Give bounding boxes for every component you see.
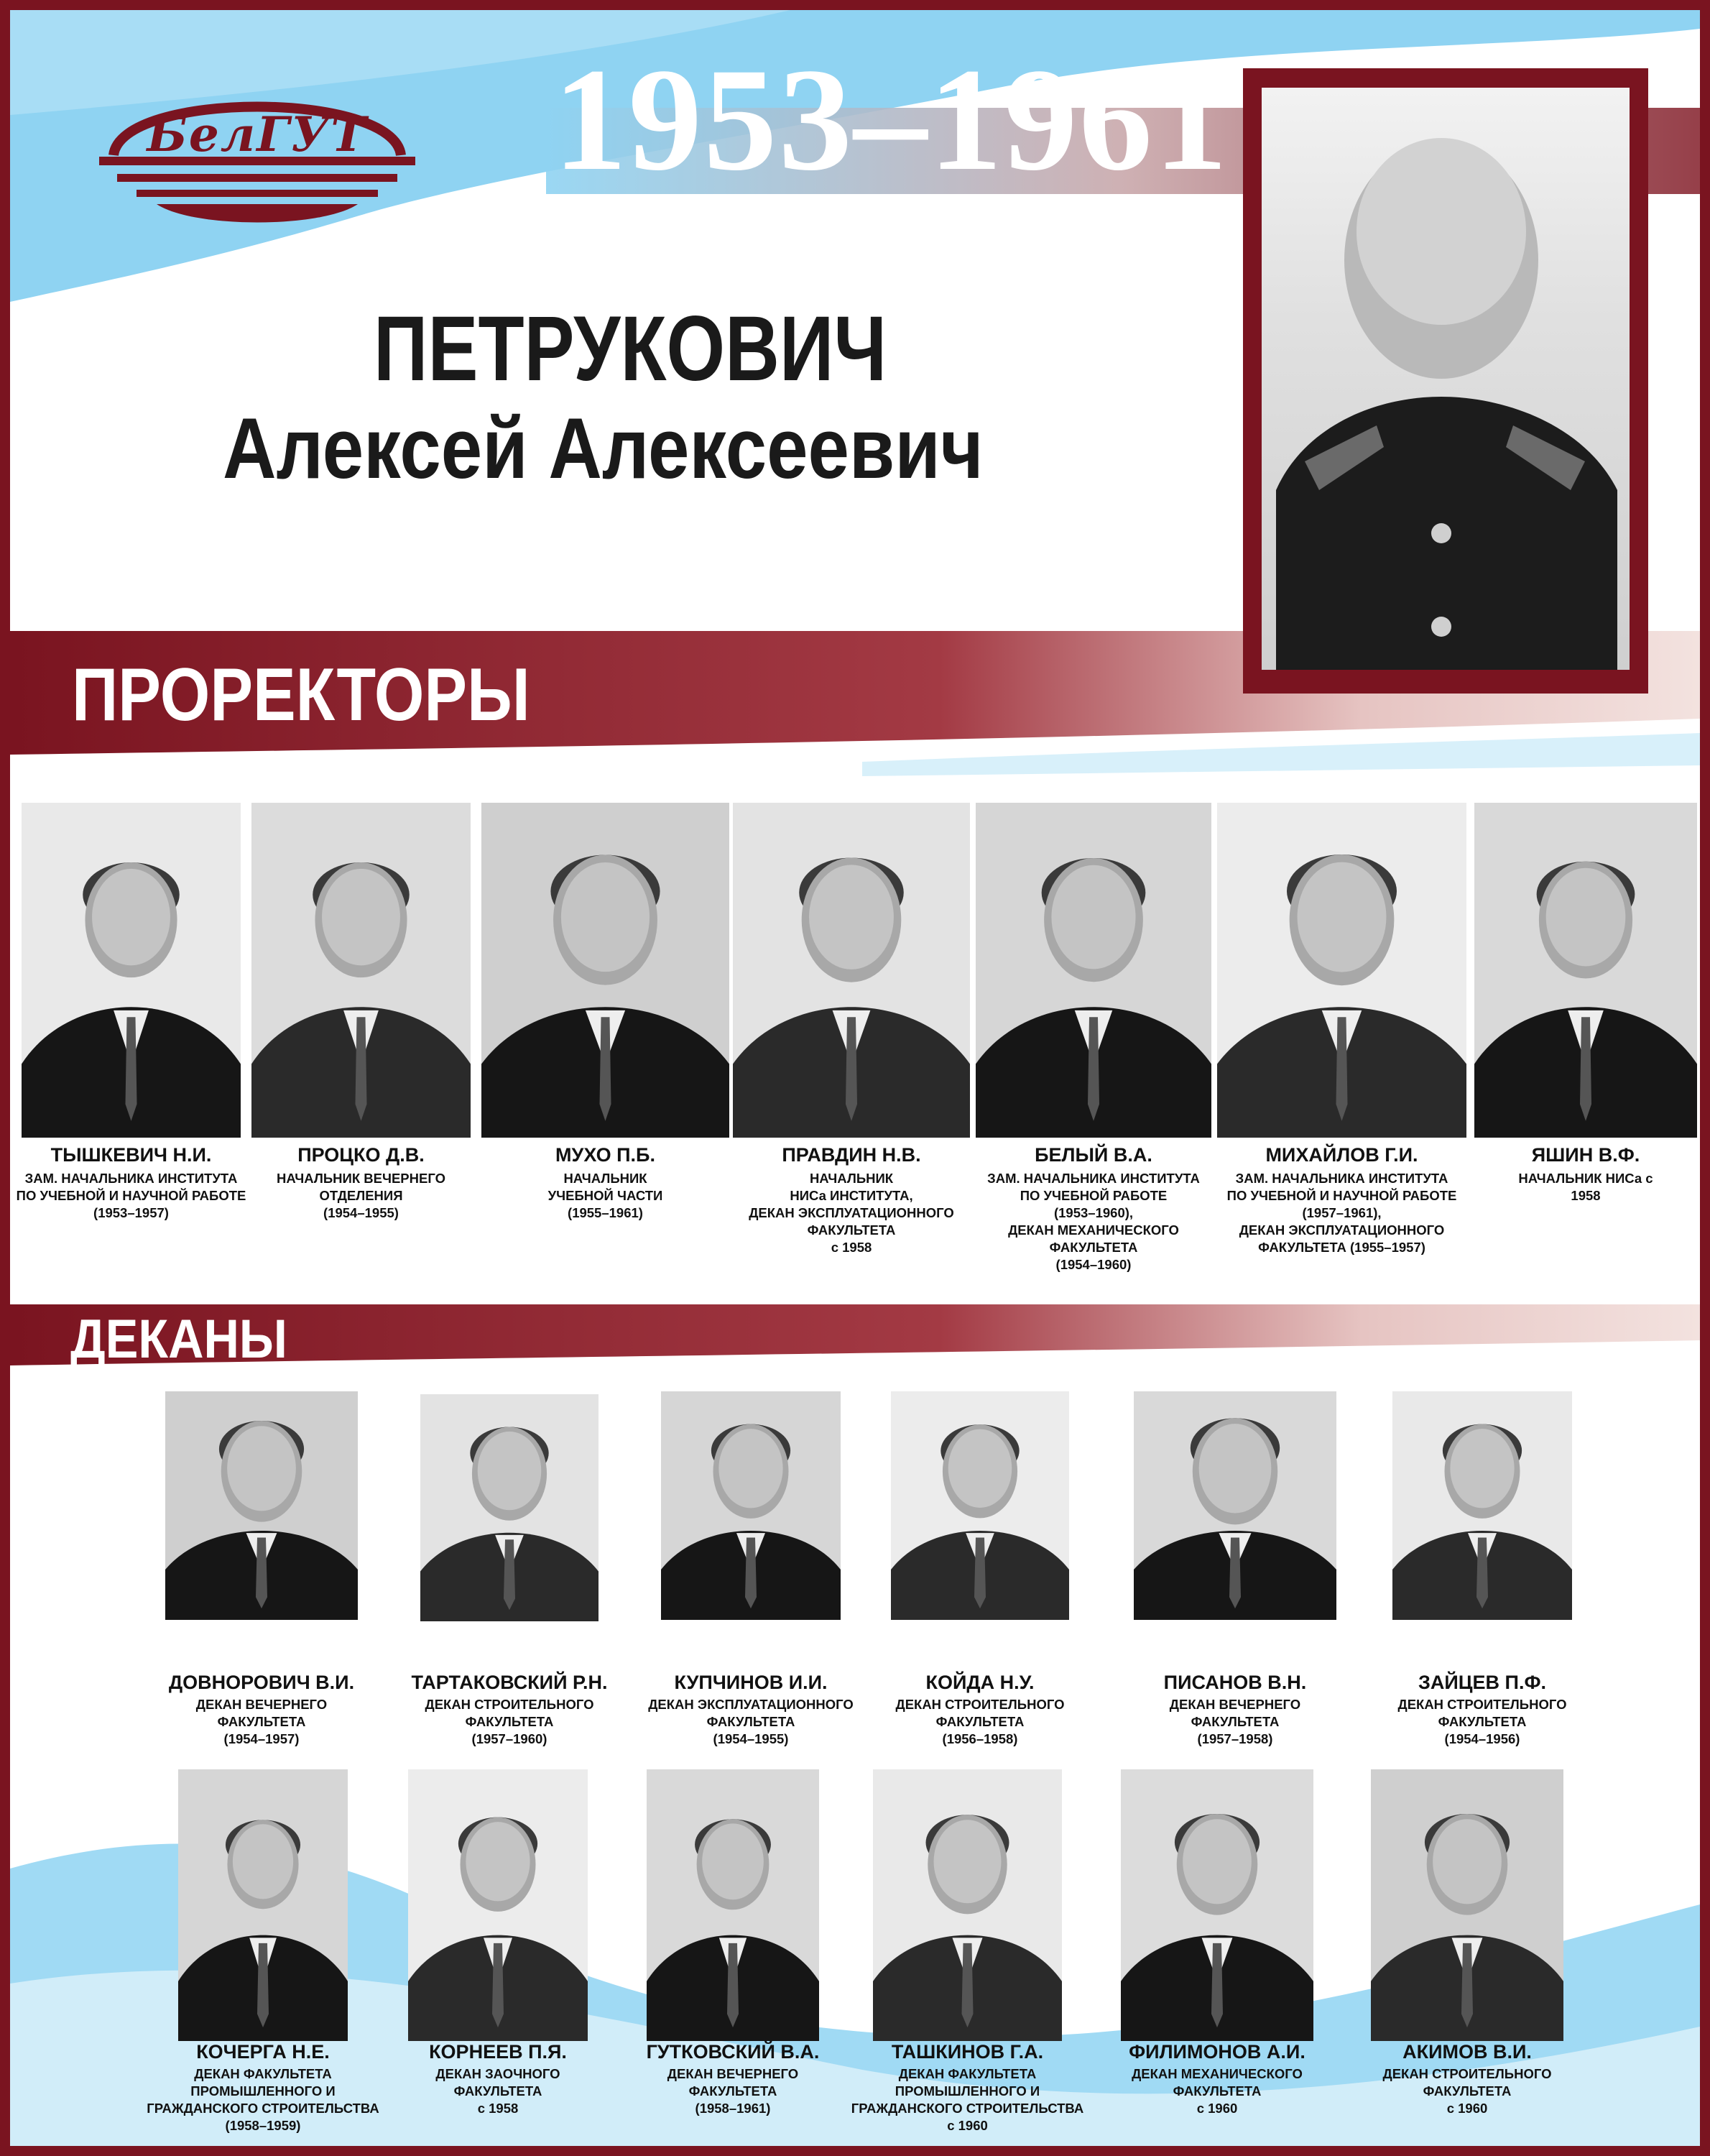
- person-photo: [1217, 803, 1466, 1138]
- person-name: ТЫШКЕВИЧ Н.И.: [50, 1144, 212, 1166]
- person-photo: [22, 803, 241, 1138]
- person-photo: [251, 803, 471, 1138]
- portrait-image: [647, 1769, 819, 2041]
- person-role: ДЕКАН ФАКУЛЬТЕТА ПРОМЫШЛЕННОГО И ГРАЖДАНСКОГО СТРОИТЕЛЬСТВА (1958–1959): [147, 2066, 379, 2133]
- portrait-image: [481, 803, 729, 1138]
- portrait-image: [873, 1769, 1062, 2041]
- portrait-image: [408, 1769, 588, 2041]
- person-photo: [408, 1769, 588, 2041]
- person-role: НАЧАЛЬНИК ВЕЧЕРНЕГО ОТДЕЛЕНИЯ (1954–1955): [277, 1171, 445, 1220]
- person-name: ДОВНОРОВИЧ В.И.: [168, 1672, 355, 1693]
- person-role: ДЕКАН МЕХАНИЧЕСКОГО ФАКУЛЬТЕТА с 1960: [1132, 2066, 1303, 2116]
- person-photo: [1392, 1391, 1572, 1620]
- portrait-image: [733, 803, 970, 1138]
- portrait-image: [1217, 803, 1466, 1138]
- deans-section-title: ДЕКАНЫ: [70, 1309, 287, 1370]
- person-name: ЯШИН В.Ф.: [1531, 1144, 1640, 1166]
- person-photo: [891, 1391, 1069, 1620]
- person-name: ПРОЦКО Д.В.: [297, 1144, 425, 1166]
- person-name: МУХО П.Б.: [555, 1144, 655, 1166]
- person-role: ДЕКАН СТРОИТЕЛЬНОГО ФАКУЛЬТЕТА (1956–1958): [895, 1697, 1065, 1746]
- person-role: ДЕКАН ВЕЧЕРНЕГО ФАКУЛЬТЕТА (1954–1957): [195, 1697, 328, 1746]
- university-logo: [92, 62, 422, 234]
- person-role: ДЕКАН ФАКУЛЬТЕТА ПРОМЫШЛЕННОГО И ГРАЖДАНСКОГО СТРОИТЕЛЬСТВА с 1960: [851, 2066, 1084, 2133]
- prorectors-section-title: ПРОРЕКТОРЫ: [72, 653, 530, 737]
- portrait-image: [1474, 803, 1697, 1138]
- person-name: БЕЛЫЙ В.А.: [1035, 1144, 1152, 1166]
- person-role: НАЧАЛЬНИК УЧЕБНОЙ ЧАСТИ (1955–1961): [547, 1171, 663, 1220]
- portrait-image: [1392, 1391, 1572, 1620]
- rector-photo: [1262, 88, 1630, 670]
- person-photo: [1371, 1769, 1563, 2041]
- person-photo: [976, 803, 1211, 1138]
- portrait-image: [251, 803, 471, 1138]
- portrait-image: [22, 803, 241, 1138]
- person-name: ГУТКОВСКИЙ В.А.: [646, 2041, 820, 2063]
- person-name: ПРАВДИН Н.В.: [782, 1144, 921, 1166]
- portrait-image: [178, 1769, 348, 2041]
- person-name: ПИСАНОВ В.Н.: [1163, 1672, 1307, 1693]
- portrait-image: [1371, 1769, 1563, 2041]
- portrait-image: [165, 1391, 358, 1620]
- person-role: ДЕКАН ВЕЧЕРНЕГО ФАКУЛЬТЕТА (1957–1958): [1169, 1697, 1301, 1746]
- person-photo: [178, 1769, 348, 2041]
- person-name: ТАШКИНОВ Г.А.: [891, 2041, 1044, 2063]
- portrait-image: [891, 1391, 1069, 1620]
- person-role: ДЕКАН СТРОИТЕЛЬНОГО ФАКУЛЬТЕТА (1957–1960): [425, 1697, 594, 1746]
- years-title: 1953–1961: [553, 38, 1229, 201]
- person-photo: [733, 803, 970, 1138]
- person-photo: [661, 1391, 841, 1620]
- person-role: ЗАМ. НАЧАЛЬНИКА ИНСТИТУТА ПО УЧЕБНОЙ И НАУЧНОЙ РАБОТЕ (1953–1957): [16, 1171, 246, 1220]
- portrait-placeholder: [1262, 88, 1630, 670]
- person-role: НАЧАЛЬНИК НИСа с 1958: [1518, 1171, 1653, 1203]
- person-photo: [481, 803, 729, 1138]
- person-role: ЗАМ. НАЧАЛЬНИКА ИНСТИТУТА ПО УЧЕБНОЙ РАБОТЕ (1953–1960), ДЕКАН МЕХАНИЧЕСКОГО ФАКУЛЬТЕТА (1954–1960): [987, 1171, 1200, 1272]
- person-name: ЗАЙЦЕВ П.Ф.: [1418, 1672, 1546, 1693]
- person-role: ДЕКАН ВЕЧЕРНЕГО ФАКУЛЬТЕТА (1958–1961): [667, 2066, 799, 2116]
- person-photo: [873, 1769, 1062, 2041]
- portrait-image: [420, 1394, 598, 1621]
- person-photo: [1121, 1769, 1313, 2041]
- person-name: МИХАЙЛОВ Г.И.: [1265, 1144, 1418, 1166]
- person-photo: [420, 1394, 598, 1621]
- person-photo: [165, 1391, 358, 1620]
- person-name: ТАРТАКОВСКИЙ Р.Н.: [411, 1672, 608, 1693]
- person-role: ЗАМ. НАЧАЛЬНИКА ИНСТИТУТА ПО УЧЕБНОЙ И НАУЧНОЙ РАБОТЕ (1957–1961), ДЕКАН ЭКСПЛУАТАЦИОННОГО ФАКУЛЬТЕТА (1955–1957): [1226, 1171, 1457, 1255]
- person-photo: [1474, 803, 1697, 1138]
- portrait-image: [1121, 1769, 1313, 2041]
- person-role: НАЧАЛЬНИК НИСа ИНСТИТУТА, ДЕКАН ЭКСПЛУАТАЦИОННОГО ФАКУЛЬТЕТА с 1958: [749, 1171, 954, 1255]
- rector-surname: ПЕТРУКОВИЧ: [374, 298, 887, 400]
- person-name: АКИМОВ В.И.: [1402, 2041, 1532, 2063]
- person-role: ДЕКАН СТРОИТЕЛЬНОГО ФАКУЛЬТЕТА с 1960: [1382, 2066, 1552, 2116]
- person-name: КОЧЕРГА Н.Е.: [196, 2041, 330, 2063]
- portrait-image: [976, 803, 1211, 1138]
- portrait-image: [1134, 1391, 1336, 1620]
- person-role: ДЕКАН СТРОИТЕЛЬНОГО ФАКУЛЬТЕТА (1954–1956): [1397, 1697, 1567, 1746]
- logo-text: БелГУТ: [147, 106, 368, 162]
- portrait-image: [661, 1391, 841, 1620]
- person-name: КОРНЕЕВ П.Я.: [429, 2041, 567, 2063]
- person-role: ДЕКАН ЭКСПЛУАТАЦИОННОГО ФАКУЛЬТЕТА (1954–1955): [648, 1697, 854, 1746]
- person-photo: [1134, 1391, 1336, 1620]
- person-name: КОЙДА Н.У.: [925, 1672, 1035, 1693]
- person-photo: [647, 1769, 819, 2041]
- rector-name: Алексей Алексеевич: [223, 400, 984, 497]
- person-name: ФИЛИМОНОВ А.И.: [1129, 2041, 1305, 2063]
- person-name: КУПЧИНОВ И.И.: [674, 1672, 828, 1693]
- person-role: ДЕКАН ЗАОЧНОГО ФАКУЛЬТЕТА с 1958: [435, 2066, 560, 2116]
